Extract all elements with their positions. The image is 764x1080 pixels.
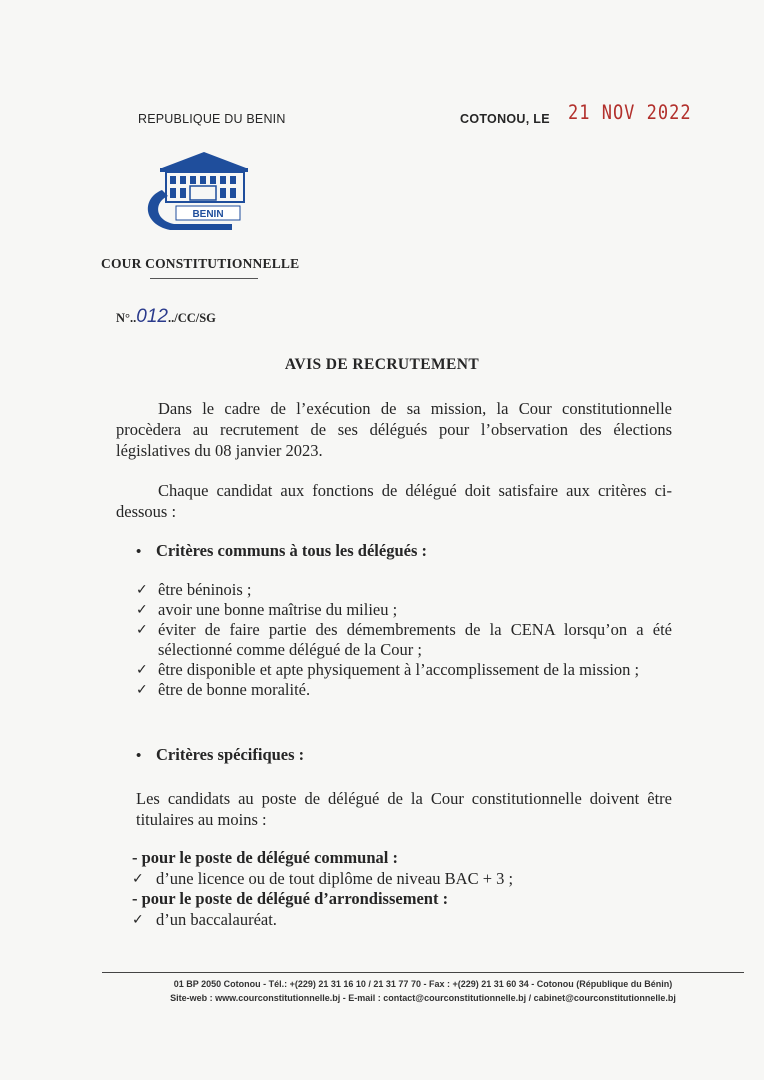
list-item-text: être béninois ; [158, 580, 252, 599]
list-item-text: avoir une bonne maîtrise du milieu ; [158, 600, 398, 619]
district-heading: - pour le poste de délégué d’arrondissement : [132, 889, 449, 908]
intro-paragraph: Dans le cadre de l’exécution de sa mission, la Cour constitutionnelle procèdera au recrutement de ses délégués pour l’observation des élections législatives du 08 janvier 2023. [116, 399, 672, 460]
checkmark-icon: ✓ [136, 622, 148, 638]
list-item [132, 910, 672, 931]
list-item [136, 620, 672, 660]
specific-criteria-list [132, 848, 672, 930]
date-stamp: 21 NOV 2022 [568, 101, 692, 125]
common-criteria-heading-text: Critères communs à tous les délégués : [156, 541, 427, 560]
reference-handwritten-number: 012 [136, 306, 168, 327]
list-item-text: être de bonne moralité. [158, 680, 311, 699]
reference-suffix: ../CC/SG [167, 311, 216, 325]
communal-requirement: d’une licence ou de tout diplôme de niveau BAC + 3 ; [156, 868, 514, 888]
logo-text: BENIN [192, 209, 224, 220]
district-requirement: d’un baccalauréat. [156, 909, 277, 929]
bullet-dot-icon: • [136, 544, 142, 560]
checkmark-icon: ✓ [132, 911, 144, 928]
checkmark-icon: ✓ [136, 582, 148, 598]
institution-name: COUR CONSTITUTIONNELLE [101, 256, 300, 271]
notice-title: AVIS DE RECRUTEMENT [284, 356, 480, 373]
checkmark-icon: ✓ [136, 662, 148, 678]
court-logo-icon [140, 150, 268, 234]
city-date-prefix: COTONOU, LE [460, 112, 550, 126]
institution-underline [150, 278, 258, 279]
list-item-text: éviter de faire partie des démembrements de la CENA lorsqu’on a été sélectionné comme délégué de la Cour ; [158, 620, 672, 659]
list-item [136, 660, 672, 680]
checkmark-icon: ✓ [136, 602, 148, 618]
criteria-intro-paragraph: Chaque candidat aux fonctions de délégué doit satisfaire aux critères ci-dessous : [116, 481, 672, 521]
specific-criteria-heading-text: Critères spécifiques : [156, 745, 305, 764]
common-criteria-list [136, 580, 672, 700]
bullet-dot-icon: • [136, 748, 142, 764]
list-item [136, 580, 672, 600]
checkmark-icon: ✓ [136, 682, 148, 698]
communal-heading: - pour le poste de délégué communal : [132, 848, 398, 867]
list-item [136, 680, 672, 700]
specific-criteria-heading [136, 745, 304, 765]
reference-prefix: N°.. [116, 311, 137, 325]
reference-number [116, 306, 216, 328]
list-item-text: être disponible et apte physiquement à l’accomplissement de la mission ; [158, 660, 640, 679]
list-item [132, 869, 672, 890]
footer-divider [102, 972, 744, 973]
specific-criteria-intro: Les candidats au poste de délégué de la Cour constitutionnelle doivent être titulaires au moins : [136, 789, 672, 829]
checkmark-icon: ✓ [132, 870, 144, 887]
country-header: REPUBLIQUE DU BENIN [138, 112, 286, 126]
footer-contact-line: 01 BP 2050 Cotonou - Tél.: +(229) 21 31 16 10 / 21 31 77 70 - Fax : +(229) 21 31 60 34 - Cotonou (République du Bénin) [173, 979, 673, 989]
common-criteria-heading [136, 541, 427, 561]
list-item [136, 600, 672, 620]
footer-web-line: Site-web : www.courconstitutionnelle.bj - E-mail : contact@courconstitutionnelle.bj / cabinet@courconstitutionnelle.bj [170, 993, 676, 1003]
